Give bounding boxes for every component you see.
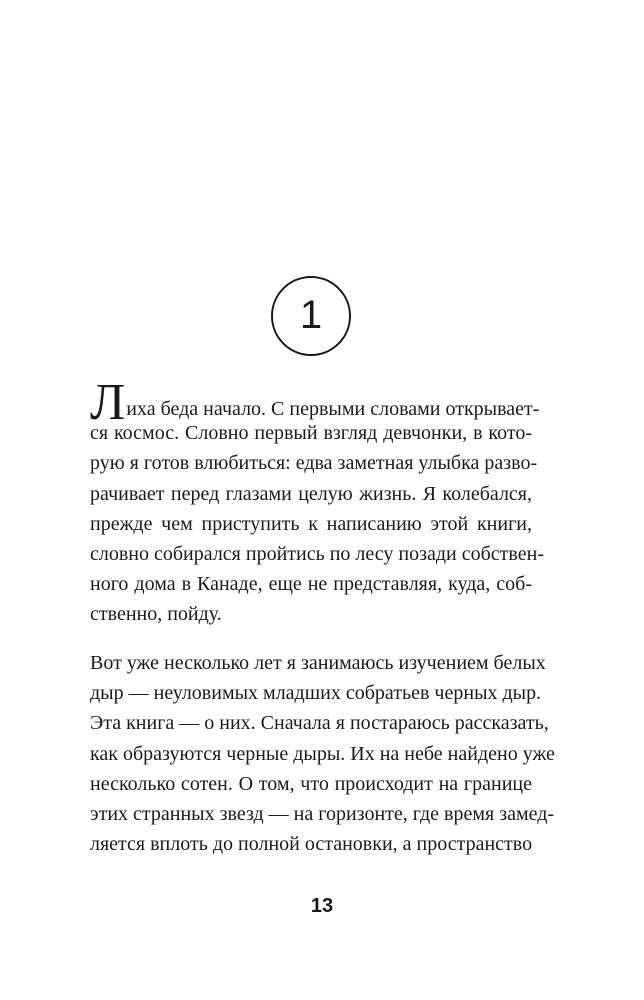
text-line: несколько сотен. О том, что происходит на границе <box>90 772 532 795</box>
text-line: прежде чем приступить к написанию этой книги, <box>90 512 532 535</box>
text-line: дыр — неуловимых младших собратьев черных дыр. <box>90 682 542 705</box>
chapter-number-circle <box>271 276 351 356</box>
page-number: 13 <box>310 895 334 917</box>
text-line: словно собирался пройтись по лесу позади собствен- <box>90 542 544 565</box>
text-line: рую я готов влюбиться: едва заметная улыбка разво- <box>90 452 538 475</box>
text-line: ного дома в Канаде, еще не представляя, куда, соб- <box>90 573 532 596</box>
text-line: ственно, пойду. <box>90 603 222 626</box>
text-line: Вот уже несколько лет я занимаюсь изучением белых <box>90 652 546 674</box>
text-line: этих странных звезд — на горизонте, где время замед- <box>90 802 555 825</box>
chapter-number: 1 <box>299 293 323 337</box>
paragraph-2 <box>90 648 555 859</box>
paragraph-1 <box>90 374 544 630</box>
drop-cap: Л <box>90 374 126 431</box>
text-line: Лиха беда начало. С первыми словами открывает- <box>90 374 540 431</box>
text-line: как образуются черные дыры. Их на небе найдено уже <box>90 742 555 765</box>
text-line: ся космос. Словно первый взгляд девчонки, в кото- <box>90 422 532 445</box>
text-line: Эта книга — о них. Сначала я постараюсь рассказать, <box>90 712 549 735</box>
text-line: рачивает перед глазами целую жизнь. Я колебался, <box>90 482 532 505</box>
text-line: ляется вплоть до полной остановки, а пространство <box>90 833 533 856</box>
